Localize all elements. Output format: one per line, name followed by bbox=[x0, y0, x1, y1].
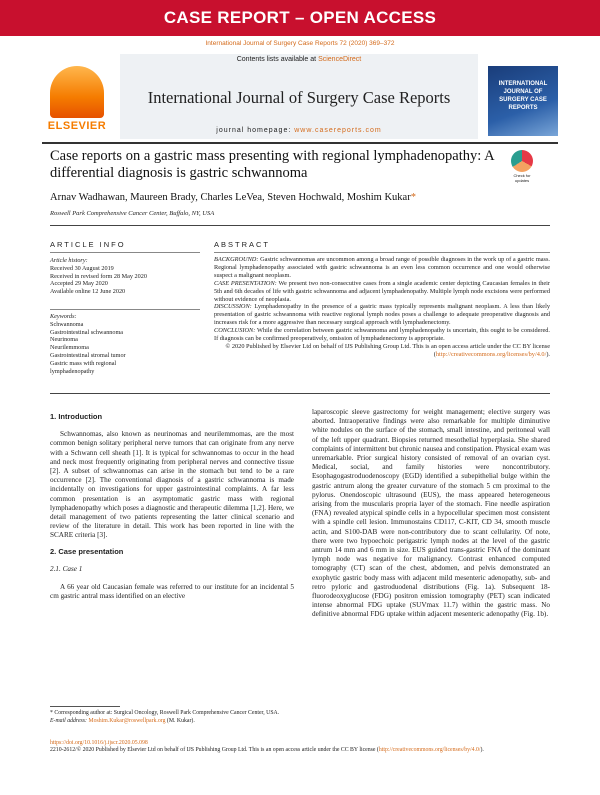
email-suffix: (M. Kukar). bbox=[165, 717, 195, 724]
case1-continued-paragraph: laparoscopic sleeve gastrectomy for weight management; elective surgery was aborted. Intraoperative findings were also remarkable for multiple diminutive white nodules on the surface of the stomach, small intestine, and peritoneal wall of the left upper quadrant. Biopsies returned mesothelial hyperplasia. She shared complaints of intermittent but chronic nausea and constipation. Physical exam was unremarkable. Prior surgical history consisted of removal of an ovarian cyst. Medical, social, and family histories were noncontributory. Esophagogastroduodenoscopy (EGD) identified a subepithelial bulge within the gastric antrum along the greater curvature of the stomach 5 cm proximal to the pylorus. Onendoscopic ultrasound (EUS), the mass appeared heterogeneous arising from the muscularis propria layer of the stomach. Fine needle aspiration (FNA) revealed atypical spindle cells in a hypocellular specimen most consistent with a spindle cell lesion. Immunostains CD117, C-KIT, CD 34, smooth muscle actin, and S100-DAB were non-contributory due to scant cellularity. Of note, there were two hypoechoic perigastric lymph nodes at the level of the gastric antrum 14 mm and 6 mm in size. EUS guided trans-gastric FNA of the dominant lymph node was negative for malignancy. Contrast enhanced computed tomography (CT) scan of the chest, abdomen, and pelvis demonstrated an exophytic gastric body mass with adjacent mild mesenteric adenopathy, sub- and retro pyloric and gastroduodenal distributions (Fig. 1a). Subsequent 18-fluorodeoxyglucose (FDG) positron emission tomography (PET) scan indicated intense abnormal FDG uptake (SUVmax 11.7) within the gastric mass. No definitive abnormal FDG uptake within adjacent mesenteric adenopathy (Fig. 1b). bbox=[312, 408, 550, 619]
page-footer bbox=[50, 740, 550, 755]
history-accepted: Accepted 29 May 2020 bbox=[50, 280, 108, 288]
abstract-background bbox=[214, 256, 550, 280]
case-label: CASE PRESENTATION: bbox=[214, 279, 277, 287]
publisher-name: ELSEVIER bbox=[47, 120, 107, 132]
contents-line bbox=[120, 56, 478, 63]
keywords-label: Keywords: bbox=[50, 313, 77, 320]
journal-citation[interactable]: International Journal of Surgery Case Reports 72 (2020) 369–372 bbox=[205, 40, 395, 47]
body-column-left bbox=[50, 408, 294, 607]
body-column-right bbox=[312, 408, 550, 626]
keyword: lymphadenopathy bbox=[50, 367, 95, 375]
keyword: Neurilemmoma bbox=[50, 344, 89, 352]
masthead-divider bbox=[42, 142, 558, 144]
journal-masthead bbox=[42, 54, 558, 139]
article-history bbox=[50, 257, 200, 296]
abstract-discussion bbox=[214, 303, 550, 327]
background-text: Gastric schwannomas are uncommon among a broad range of possible diagnoses in the work up of a gastric mass. Regional lymphadenopathy associated with gastric schwannoma is an even less common occurrence and one would otherwise suspect a malignant neoplasm. bbox=[214, 256, 550, 279]
footnote-address: * Corresponding author at: Surgical Oncology, Roswell Park Comprehensive Cancer Center, USA. bbox=[50, 710, 280, 716]
article-type-banner: CASE REPORT – OPEN ACCESS bbox=[0, 0, 600, 36]
article-info-divider bbox=[50, 252, 200, 253]
abstract-divider bbox=[214, 252, 550, 253]
footer-license-line bbox=[50, 747, 550, 754]
keyword: Gastric mass with regional bbox=[50, 359, 117, 367]
conclusion-text: While the correlation between gastric schwannoma and lymphadenopathy is uncertain, this ought to be considered. If diagnosis can be confirmed preoperatively, omission of lymphadenectomy is appropriate. bbox=[214, 327, 550, 343]
email-label: E-mail address: bbox=[50, 717, 89, 724]
footnote-email-line bbox=[50, 718, 294, 726]
elsevier-tree-icon bbox=[50, 66, 104, 118]
corresponding-author-mark[interactable]: * bbox=[410, 192, 416, 203]
abstract-heading: ABSTRACT bbox=[214, 240, 271, 249]
footer-license-suffix: ). bbox=[480, 747, 484, 754]
journal-title: International Journal of Surgery Case Reports bbox=[147, 88, 451, 107]
footer-license-link[interactable]: http://creativecommons.org/licenses/by/4.0/ bbox=[378, 747, 481, 754]
email-link[interactable]: Moshim.Kukar@roswellpark.org bbox=[88, 717, 166, 724]
author-divider bbox=[50, 225, 550, 226]
history-online: Available online 12 June 2020 bbox=[50, 288, 126, 296]
discussion-label: DISCUSSION: bbox=[214, 303, 252, 311]
keyword: Gastrointestinal stromal tumor bbox=[50, 351, 126, 359]
abstract-case bbox=[214, 280, 550, 304]
keywords-divider bbox=[50, 309, 200, 310]
doi-link[interactable]: https://doi.org/10.1016/j.ijscr.2020.05.098 bbox=[50, 740, 148, 746]
license-link[interactable]: http://creativecommons.org/licenses/by/4.0/ bbox=[435, 350, 547, 358]
section-heading-introduction: 1. Introduction bbox=[50, 412, 103, 421]
masthead-center bbox=[120, 54, 478, 139]
footer-license-text: 2210-2612/© 2020 Published by Elsevier Ltd on behalf of IJS Publishing Group Ltd. This is an open access article under the CC BY license ( bbox=[50, 747, 379, 754]
keyword: Neurinoma bbox=[50, 336, 78, 344]
author-list bbox=[50, 192, 550, 203]
article-title: Case reports on a gastric mass presenting with regional lymphadenopathy: A differential diagnosis is gastric schwannoma bbox=[50, 148, 494, 181]
author-names: Arnav Wadhawan, Maureen Brady, Charles LeVea, Steven Hochwald, Moshim Kukar bbox=[50, 192, 411, 203]
keyword: Gastrointestinal schwannoma bbox=[50, 328, 124, 336]
introduction-paragraph: Schwannomas, also known as neurinomas and neurilemmomas, are the most common benign solitary peripheral nerve tumors that can originate from any nerve with a Schwann cell sheath [1]. It is typical for schwannomas to occur in the head and neck most frequently originating from peripheral nerves and connective tissue [2]. A subset of schwannomas can arise in the stomach but tend to be a rare occurrence [2]. The conventional diagnosis of a gastric schwannoma is made incidentally on investigations for upper gastrointestinal complaints. A far less common presentation is an asymptomatic gastric mass with regional lymphadenopathy which poses a diagnostic and therapeutic dilemma [1,2]. Here, we detail management of two patients representing the latter clinical scenario and review of the literature in detail. This work has been reported in line with the SCARE criteria [3]. bbox=[50, 430, 294, 540]
abstract-conclusion bbox=[214, 327, 550, 343]
history-received: Received 30 August 2019 bbox=[50, 264, 114, 272]
license-suffix: ). bbox=[546, 350, 550, 358]
elsevier-logo[interactable] bbox=[42, 66, 112, 136]
discussion-text: Lymphadenopathy in the presence of a gastric mass typically represents malignant neoplasm. A less than likely presentation of gastric schwannoma with reactive regional lymph nodes poses a challenge to adequate preoperative diagnosis and increases risk for a more aggressive than necessary surgical approach with lymphadenectomy. bbox=[214, 303, 550, 327]
homepage-line bbox=[120, 127, 478, 134]
journal-cover-image[interactable]: INTERNATIONAL JOURNAL OF SURGERY CASE REPORTS bbox=[488, 66, 558, 136]
abstract-body bbox=[214, 256, 550, 359]
subsection-heading-case1: 2.1. Case 1 bbox=[50, 564, 83, 573]
crossmark-label: Check for updates bbox=[513, 173, 531, 183]
case1-paragraph: A 66 year old Caucasian female was referred to our institute for an incidental 5 cm gastric antral mass identified on an elective bbox=[50, 583, 294, 601]
homepage-link[interactable]: www.casereports.com bbox=[294, 127, 382, 134]
keyword: Schwannoma bbox=[50, 320, 84, 328]
history-revised: Received in revised form 28 May 2020 bbox=[50, 272, 147, 280]
corresponding-author-footnote bbox=[50, 710, 294, 725]
crossmark-badge[interactable] bbox=[510, 150, 534, 183]
conclusion-label: CONCLUSION: bbox=[214, 327, 256, 335]
abstract-end-divider bbox=[50, 393, 550, 394]
article-info-heading: ARTICLE INFO bbox=[50, 240, 126, 249]
homepage-prefix: journal homepage: bbox=[216, 127, 295, 134]
case-text: We present two non-consecutive cases from a single academic center depicting Caucasian females in their 5th and 6th decades of life with gastric schwannoma and adjacent lymphadenopathy. Multiple lymph node excisions were performed without evidence of neoplasia. bbox=[214, 279, 550, 303]
crossmark-icon bbox=[511, 150, 533, 172]
section-heading-case-presentation: 2. Case presentation bbox=[50, 546, 124, 556]
keywords-list bbox=[50, 313, 200, 375]
history-label: Article history: bbox=[50, 257, 88, 264]
background-label: BACKGROUND: bbox=[214, 256, 259, 263]
contents-prefix: Contents lists available at bbox=[236, 56, 319, 63]
footnote-divider bbox=[50, 706, 120, 707]
abstract-license bbox=[214, 343, 550, 359]
affiliation: Roswell Park Comprehensive Cancer Center, Buffalo, NY, USA bbox=[50, 210, 215, 217]
sciencedirect-link[interactable]: ScienceDirect bbox=[318, 56, 362, 63]
license-text: © 2020 Published by Elsevier Ltd on behalf of IJS Publishing Group Ltd. This is an open access article under the CC BY license ( bbox=[225, 342, 550, 358]
